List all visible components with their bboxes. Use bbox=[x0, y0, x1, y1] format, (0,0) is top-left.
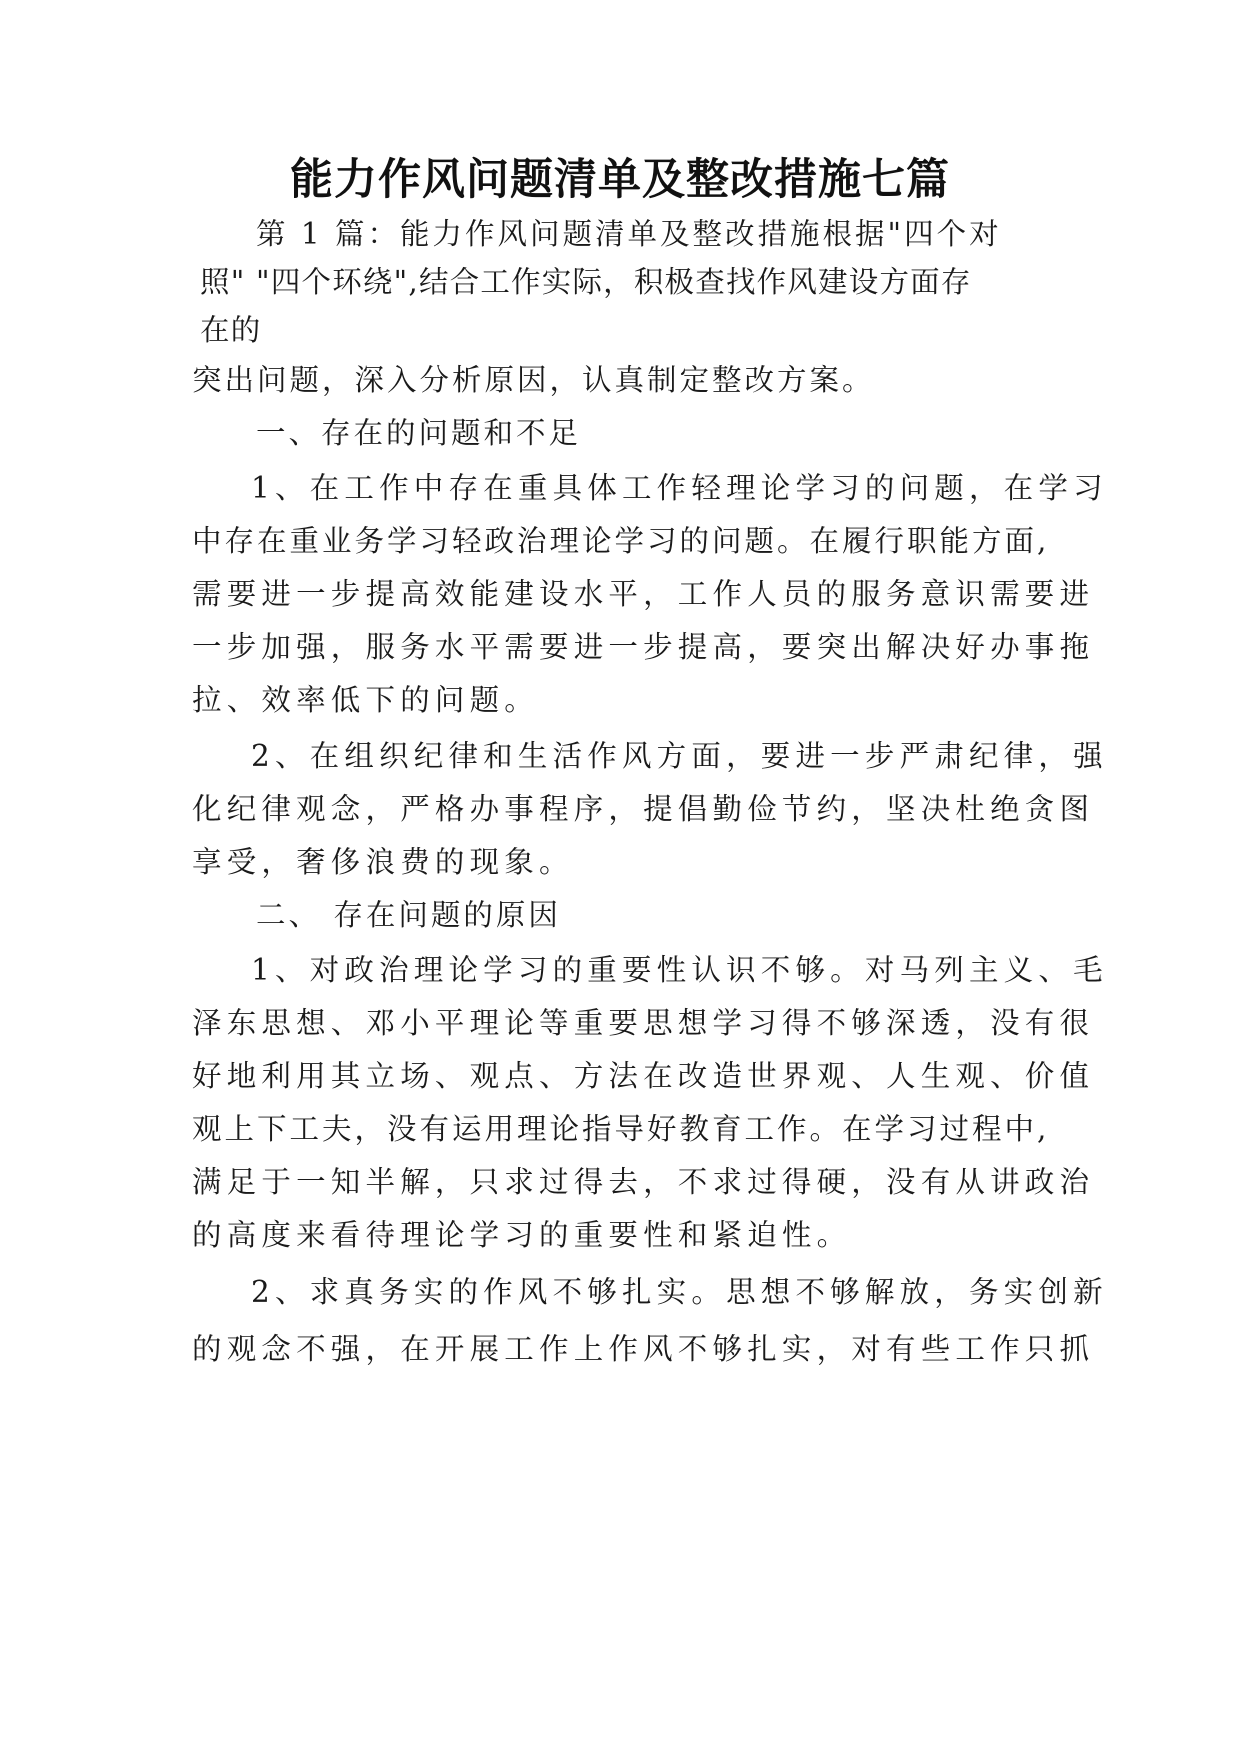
text-line-3: 在的 bbox=[200, 313, 262, 347]
text-line-10: 拉、效率低下的问题。 bbox=[192, 683, 540, 717]
text-line-21: 2、求真务实的作风不够扎实。思想不够解放，务实创新 bbox=[251, 1275, 1108, 1309]
text-line-20: 的高度来看待理论学习的重要性和紧迫性。 bbox=[192, 1218, 852, 1252]
text-line-12: 化纪律观念，严格办事程序，提倡勤俭节约，坚决杜绝贪图 bbox=[192, 792, 1095, 826]
section-heading-2: 二、 存在问题的原因 bbox=[256, 898, 561, 932]
text-line-2: 照" "四个环绕",结合工作实际，积极查找作风建设方面存 bbox=[200, 265, 972, 299]
text-line-22: 的观念不强，在开展工作上作风不够扎实，对有些工作只抓 bbox=[192, 1332, 1095, 1366]
text-line-11: 2、在组织纪律和生活作风方面，要进一步严肃纪律，强 bbox=[251, 739, 1108, 773]
text-line-9: 一步加强，服务水平需要进一步提高，要突出解决好办事拖 bbox=[192, 630, 1095, 664]
text-line-4: 突出问题，深入分析原因，认真制定整改方案。 bbox=[192, 363, 875, 397]
text-line-6: 1、在工作中存在重具体工作轻理论学习的问题，在学习 bbox=[251, 471, 1108, 505]
document-title: 能力作风问题清单及整改措施七篇 bbox=[290, 155, 950, 205]
text-line-13: 享受，奢侈浪费的现象。 bbox=[192, 845, 574, 879]
text-line-19: 满足于一知半解，只求过得去，不求过得硬，没有从讲政治 bbox=[192, 1165, 1095, 1199]
text-line-8: 需要进一步提高效能建设水平，工作人员的服务意识需要进 bbox=[192, 577, 1095, 611]
text-line-18: 观上下工夫，没有运用理论指导好教育工作。在学习过程中, bbox=[192, 1112, 1050, 1146]
text-line-1: 第 1 篇：能力作风问题清单及整改措施根据"四个对 bbox=[256, 217, 1002, 251]
text-line-16: 泽东思想、邓小平理论等重要思想学习得不够深透，没有很 bbox=[192, 1006, 1095, 1040]
section-heading-1: 一、存在的问题和不足 bbox=[256, 416, 582, 450]
text-line-7: 中存在重业务学习轻政治理论学习的问题。在履行职能方面, bbox=[192, 524, 1050, 558]
text-line-15: 1、对政治理论学习的重要性认识不够。对马列主义、毛 bbox=[251, 953, 1108, 987]
text-line-17: 好地利用其立场、观点、方法在改造世界观、人生观、价值 bbox=[192, 1059, 1095, 1093]
